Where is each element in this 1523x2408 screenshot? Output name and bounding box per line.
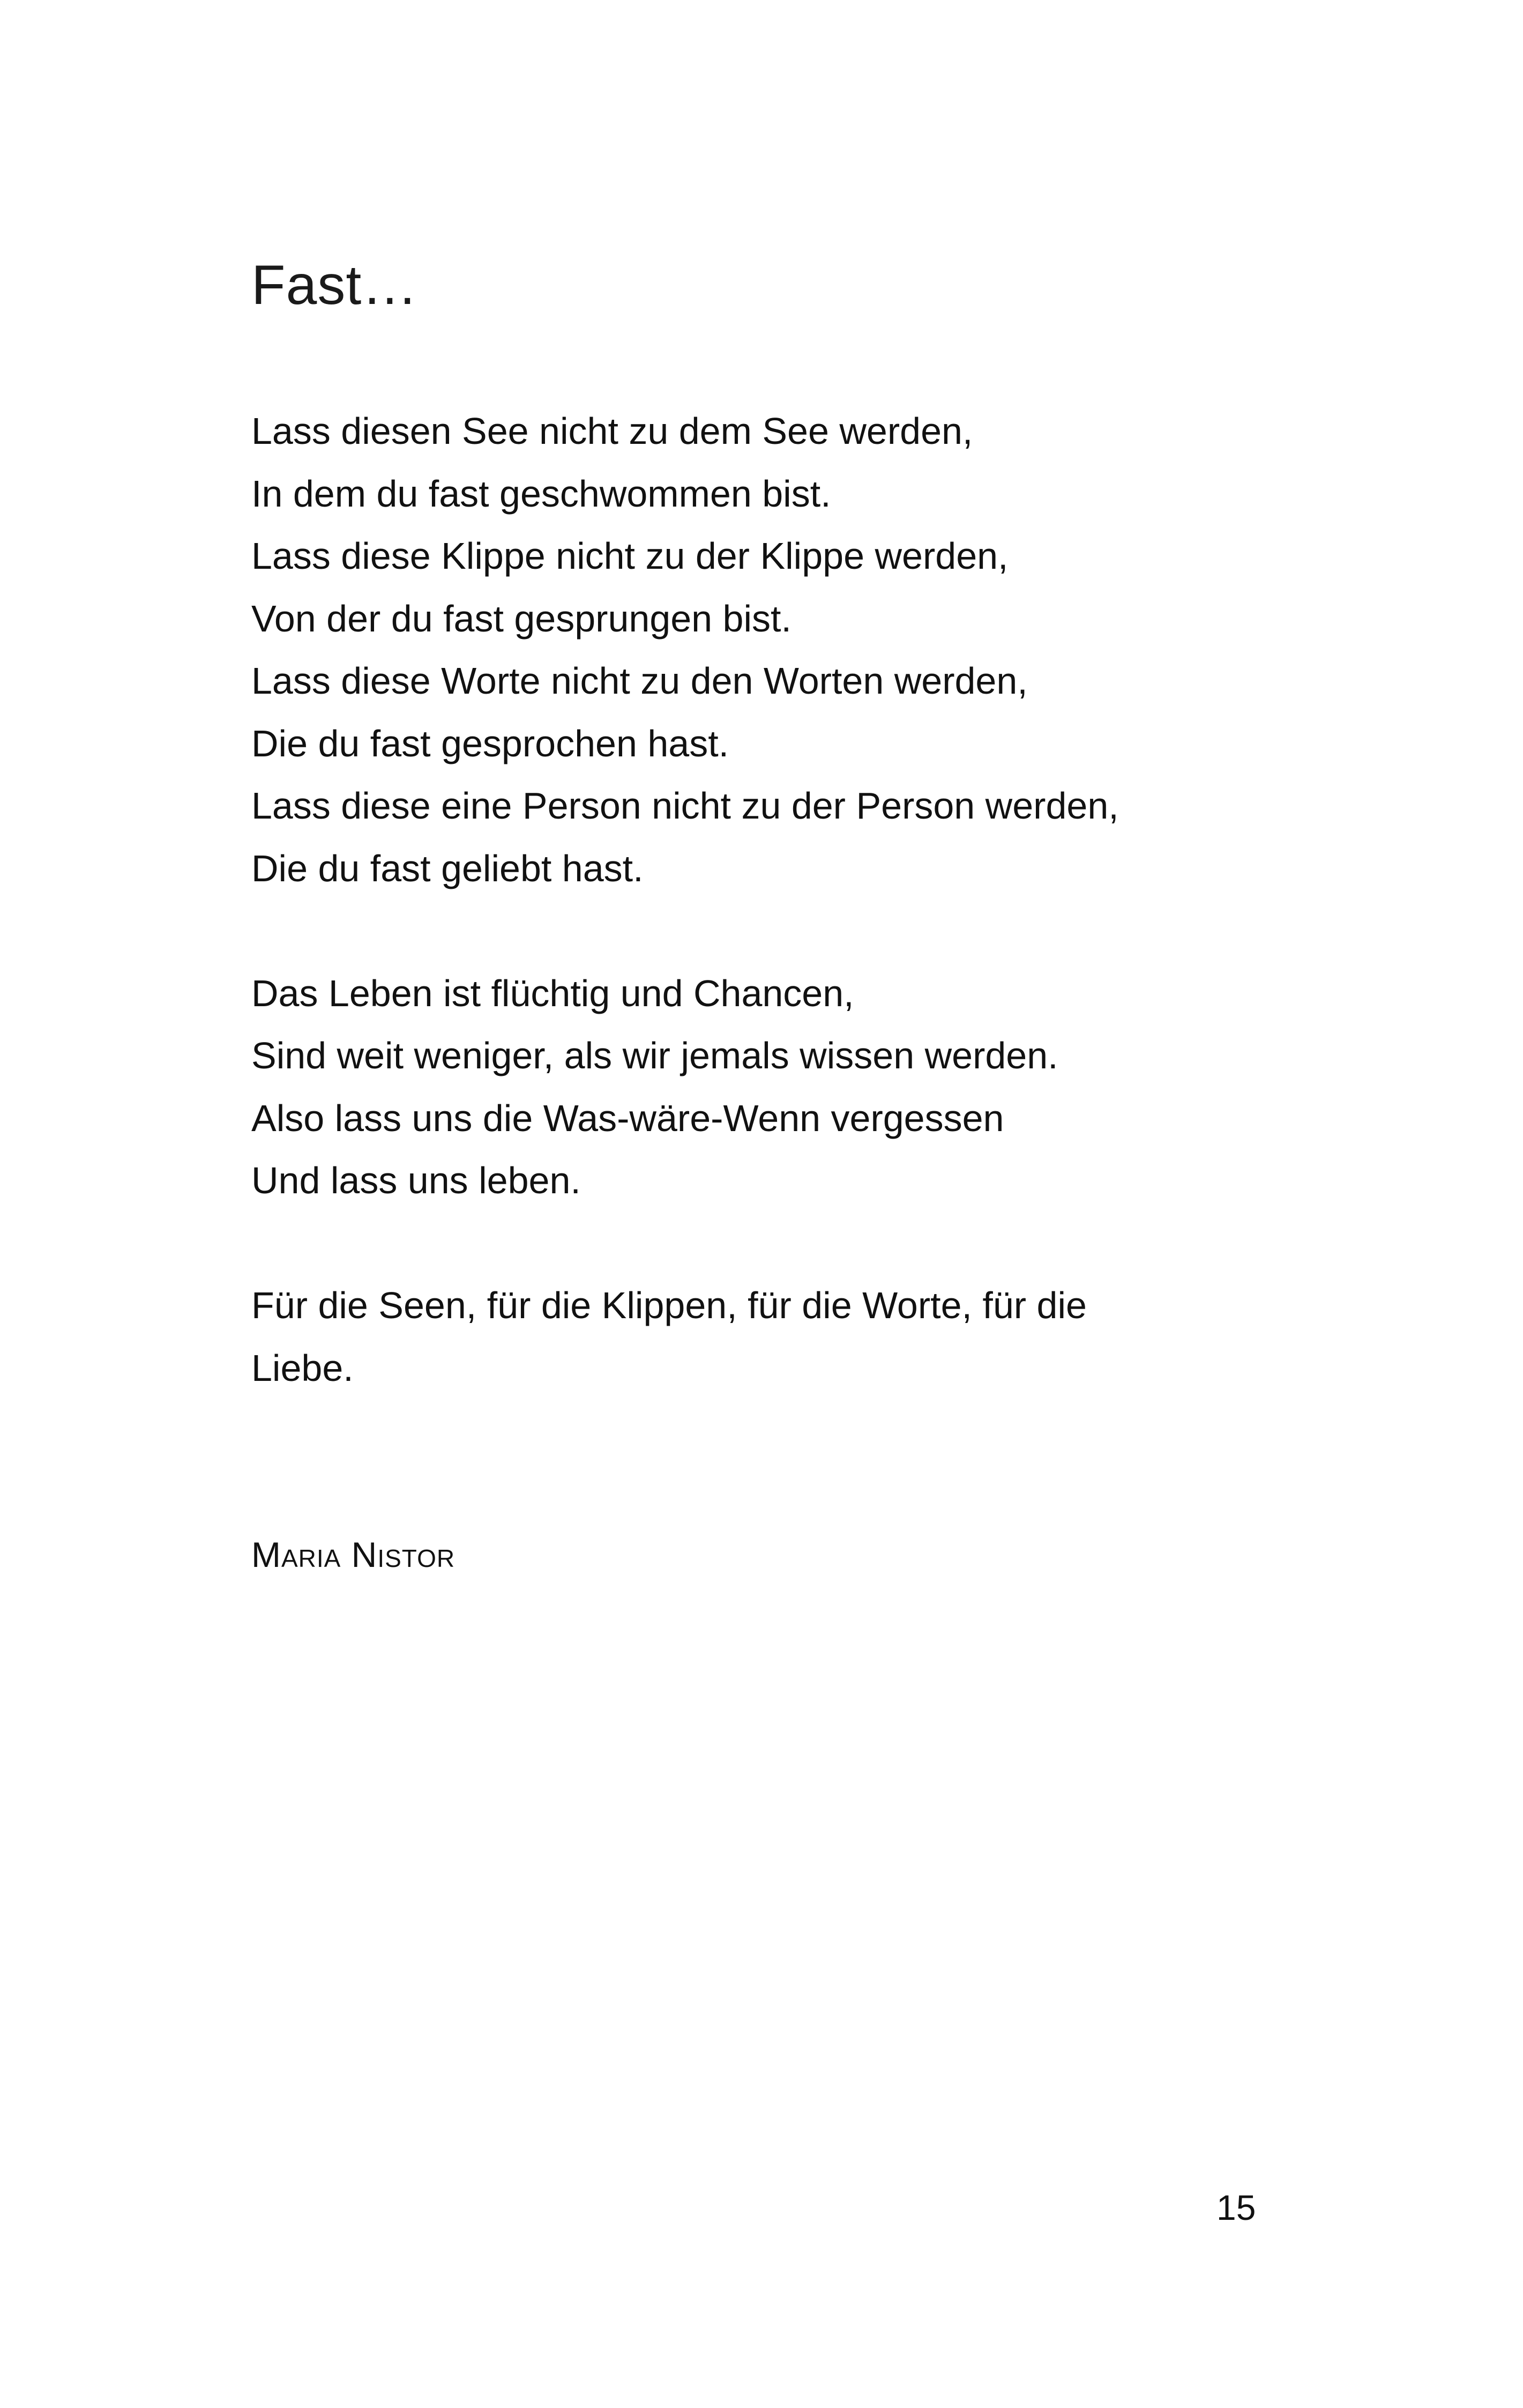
poem-line: Lass diese Klippe nicht zu der Klippe werden,	[251, 535, 1009, 577]
poem-line: Lass diesen See nicht zu dem See werden,	[251, 410, 973, 452]
author-name: Maria Nistor	[251, 1535, 456, 1574]
poem-line: Sind weit weniger, als wir jemals wissen werden.	[251, 1035, 1058, 1076]
poem-line: Die du fast geliebt hast.	[251, 847, 644, 889]
poem-line: Liebe.	[251, 1347, 354, 1389]
poem-line: Die du fast gesprochen hast.	[251, 722, 729, 764]
poem-line: Also lass uns die Was-wäre-Wenn vergessen	[251, 1097, 1004, 1139]
poem-line: Lass diese Worte nicht zu den Worten werden,	[251, 660, 1028, 702]
poem-line: In dem du fast geschwommen bist.	[251, 472, 831, 515]
poem-line: Lass diese eine Person nicht zu der Person werden,	[251, 785, 1119, 827]
poem-line: Von der du fast gesprungen bist.	[251, 597, 792, 640]
poem-title: Fast…	[251, 254, 419, 316]
poem-line: Das Leben ist flüchtig und Chancen,	[251, 972, 854, 1014]
poem-line: Und lass uns leben.	[251, 1160, 581, 1201]
poem-body	[251, 400, 1323, 1399]
stanza-3	[251, 1274, 1323, 1399]
poem-line: Für die Seen, für die Klippen, für die Worte, für die	[251, 1284, 1087, 1326]
page-number: 15	[1216, 2188, 1256, 2227]
stanza-2	[251, 962, 1323, 1212]
stanza-1	[251, 400, 1323, 900]
